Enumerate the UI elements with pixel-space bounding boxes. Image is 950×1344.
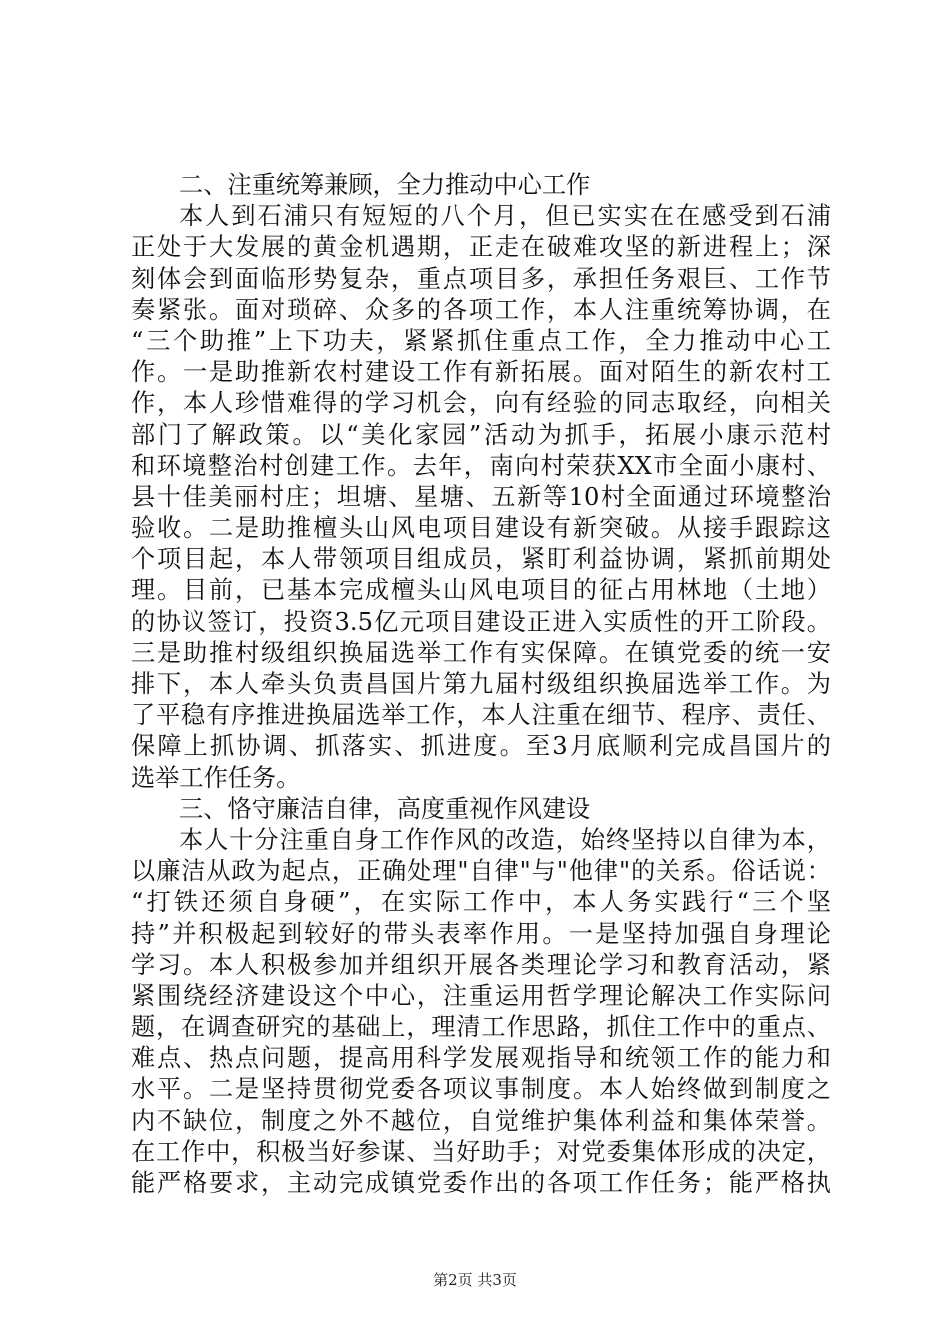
paragraph-line: 的协议签订，投资3.5亿元项目建设正进入实质性的开工阶段。 (131, 607, 831, 636)
paragraph-line: 在工作中，积极当好参谋、当好助手；对党委集体形成的决定， (131, 1137, 831, 1166)
document-body (131, 170, 831, 1199)
paragraph-line: “三个助推”上下功夫，紧紧抓住重点工作，全力推动中心工 (131, 326, 831, 355)
paragraph-line: 紧围绕经济建设这个中心，注重运用哲学理论解决工作实际问 (131, 981, 831, 1010)
paragraph-line: 县十佳美丽村庄；坦塘、星塘、五新等10村全面通过环境整治 (131, 482, 831, 511)
paragraph-line: 作。一是助推新农村建设工作有新拓展。面对陌生的新农村工 (131, 358, 831, 387)
section-heading: 三、恪守廉洁自律，高度重视作风建设 (179, 794, 591, 823)
paragraph-line: 持”并积极起到较好的带头表率作用。一是坚持加强自身理论 (131, 919, 831, 948)
paragraph-line: 刻体会到面临形势复杂，重点项目多，承担任务艰巨、工作节 (131, 264, 831, 293)
paragraph-line: 难点、热点问题，提高用科学发展观指导和统领工作的能力和 (131, 1044, 831, 1073)
paragraph-line: 本人到石浦只有短短的八个月，但已实实在在感受到石浦 (179, 202, 831, 231)
paragraph-line: 了平稳有序推进换届选举工作，本人注重在细节、程序、责任、 (131, 701, 831, 730)
paragraph-line: 学习。本人积极参加并组织开展各类理论学习和教育活动，紧 (131, 950, 831, 979)
paragraph-line: 作，本人珍惜难得的学习机会，向有经验的同志取经，向相关 (131, 389, 831, 418)
section-3 (131, 794, 831, 1199)
paragraph-line: 部门了解政策。以“美化家园”活动为抓手，拓展小康示范村 (131, 420, 831, 449)
paragraph-line: 和环境整治村创建工作。去年，南向村荣获XX市全面小康村、 (131, 451, 831, 480)
paragraph-line: 正处于大发展的黄金机遇期，正走在破难攻坚的新进程上；深 (131, 233, 831, 262)
section-heading: 二、注重统筹兼顾，全力推动中心工作 (179, 171, 591, 199)
page-footer (0, 1270, 950, 1290)
paragraph-line: 个项目起，本人带领项目组成员，紧盯利益协调，紧抓前期处 (131, 545, 831, 574)
paragraph-line: 验收。二是助推檀头山风电项目建设有新突破。从接手跟踪这 (131, 514, 831, 543)
paragraph-line: 能严格要求，主动完成镇党委作出的各项工作任务；能严格执 (131, 1169, 831, 1197)
paragraph-line: “打铁还须自身硬”，在实际工作中，本人务实践行“三个坚 (131, 888, 831, 917)
paragraph-line: 排下，本人牵头负责昌国片第九届村级组织换届选举工作。为 (131, 670, 831, 698)
paragraph-line: 水平。二是坚持贯彻党委各项议事制度。本人始终做到制度之 (131, 1075, 831, 1104)
paragraph-line: 保障上抓协调、抓落实、抓进度。至3月底顺利完成昌国片的 (131, 732, 831, 761)
paragraph-line: 三是助推村级组织换届选举工作有实保障。在镇党委的统一安 (131, 638, 831, 667)
paragraph-line: 选举工作任务。 (131, 763, 301, 792)
paragraph-line: 本人十分注重自身工作作风的改造，始终坚持以自律为本， (179, 825, 831, 854)
page-number: 第2页 共3页 (433, 1271, 517, 1289)
paragraph-line: 奏紧张。面对琐碎、众多的各项工作，本人注重统筹协调，在 (131, 295, 831, 324)
paragraph-line: 理。目前，已基本完成檀头山风电项目的征占用林地（土地） (131, 576, 831, 605)
paragraph-line: 内不缺位，制度之外不越位，自觉维护集体利益和集体荣誉。 (131, 1106, 831, 1135)
section-2 (131, 170, 831, 794)
paragraph-line: 以廉洁从政为起点，正确处理"自律"与"他律"的关系。俗话说： (131, 857, 831, 886)
paragraph-line: 题，在调查研究的基础上，理清工作思路，抓住工作中的重点、 (131, 1013, 831, 1042)
